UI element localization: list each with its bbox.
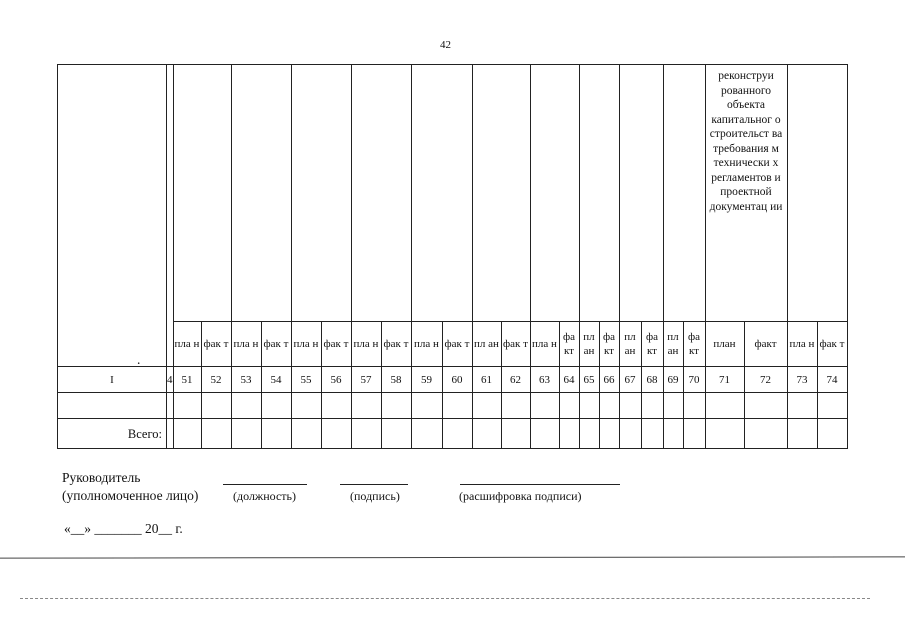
total-cell[interactable] [787,419,817,449]
empty-cell[interactable] [787,393,817,419]
pf-label: фак т [321,322,351,367]
column-number: 59 [411,367,442,393]
pf-label: пла н [231,322,261,367]
header-group-cell [530,65,579,322]
bottom-dashed-rule [20,598,870,599]
signature-line[interactable] [340,484,408,485]
column-number: 72 [744,367,787,393]
column-number: 61 [472,367,501,393]
header-group-cell [173,65,231,322]
pf-label: фа кт [641,322,663,367]
total-cell[interactable] [231,419,261,449]
header-group-cell [291,65,351,322]
empty-cell[interactable] [599,393,619,419]
total-cell[interactable] [705,419,744,449]
empty-cell[interactable] [351,393,381,419]
total-cell[interactable] [201,419,231,449]
pf-label: фа кт [559,322,579,367]
header-group-cell [787,65,847,322]
total-cell[interactable] [663,419,683,449]
empty-cell[interactable] [641,393,663,419]
total-cell[interactable] [501,419,530,449]
column-number: 54 [261,367,291,393]
header-group-cell [619,65,663,322]
column-number: 55 [291,367,321,393]
total-cell[interactable] [442,419,472,449]
header-group-cell [579,65,619,322]
empty-cell[interactable] [619,393,641,419]
header-group-cell [663,65,705,322]
header-group-cell [411,65,472,322]
column-number: 65 [579,367,599,393]
pf-label: фак т [201,322,231,367]
total-cell[interactable] [619,419,641,449]
pf-label: пла н [411,322,442,367]
empty-cell[interactable] [321,393,351,419]
empty-cell[interactable] [231,393,261,419]
pf-label: пл ан [579,322,599,367]
total-row [58,419,848,449]
page-number: 42 [440,39,451,51]
column-number: 60 [442,367,472,393]
header-group-cell [231,65,291,322]
total-cell[interactable] [530,419,559,449]
total-cell[interactable] [381,419,411,449]
column-number: 56 [321,367,351,393]
empty-cell[interactable] [530,393,559,419]
head-title: Руководитель [62,470,141,485]
empty-cell[interactable] [817,393,847,419]
empty-cell[interactable] [381,393,411,419]
pf-label: фак т [442,322,472,367]
total-cell[interactable] [291,419,321,449]
empty-cell[interactable] [58,393,167,419]
empty-cell[interactable] [744,393,787,419]
pf-label: фак т [501,322,530,367]
column-number: 67 [619,367,641,393]
column-number: 71 [705,367,744,393]
total-label: Всего: [58,419,167,449]
plan-fact-row [58,322,848,367]
total-cell[interactable] [817,419,847,449]
pf-label: фа кт [599,322,619,367]
total-cell[interactable] [744,419,787,449]
header-cell-1 [58,65,167,367]
column-number: 70 [683,367,705,393]
position-line[interactable] [223,484,307,485]
column-number: 58 [381,367,411,393]
decode-label: (расшифровка подписи) [459,489,582,503]
empty-row [58,393,848,419]
decode-line[interactable] [460,484,620,485]
empty-cell[interactable] [472,393,501,419]
pf-label: факт [744,322,787,367]
pf-label: пла н [351,322,381,367]
column-number: 57 [351,367,381,393]
date-line: «__» _______ 20__ г. [64,521,183,536]
empty-cell[interactable] [291,393,321,419]
header-row [58,65,848,322]
total-cell[interactable] [351,419,381,449]
empty-cell[interactable] [683,393,705,419]
pf-label: пл ан [619,322,641,367]
column-number: 68 [641,367,663,393]
column-number: 52 [201,367,231,393]
total-cell[interactable] [579,419,599,449]
pf-label: пла н [530,322,559,367]
empty-cell[interactable] [705,393,744,419]
bottom-rule [0,556,905,558]
empty-cell[interactable] [559,393,579,419]
column-number: I [58,367,167,393]
total-cell[interactable] [472,419,501,449]
pf-label: пл ан [663,322,683,367]
header-group-cell [351,65,411,322]
head-subtitle: (уполномоченное лицо) [62,488,199,503]
column-number: 73 [787,367,817,393]
column-number-row [58,367,848,393]
pf-label: пл ан [472,322,501,367]
empty-cell[interactable] [201,393,231,419]
column-number: 62 [501,367,530,393]
pf-label: пла н [173,322,201,367]
signature-label: (подпись) [350,489,400,503]
empty-cell[interactable] [173,393,201,419]
total-cell[interactable] [599,419,619,449]
pf-label: фа кт [683,322,705,367]
position-label: (должность) [233,489,296,503]
column-number: 4 [167,367,174,393]
empty-cell[interactable] [579,393,599,419]
pf-label: пла н [291,322,321,367]
empty-cell[interactable] [261,393,291,419]
pf-label: план [705,322,744,367]
header-dot: . [137,352,141,367]
total-cell[interactable] [641,419,663,449]
header-reconstruction-cell: реконструи рованного объекта капитальног о строительст ва требования м технически х регламентов и проектной документац ии [705,65,787,322]
column-number: 51 [173,367,201,393]
empty-cell[interactable] [442,393,472,419]
column-number: 66 [599,367,619,393]
header-group-cell [472,65,530,322]
column-number: 69 [663,367,683,393]
pf-label: пла н [787,322,817,367]
column-number: 64 [559,367,579,393]
column-number: 63 [530,367,559,393]
total-cell[interactable] [261,419,291,449]
total-cell[interactable] [321,419,351,449]
column-number: 53 [231,367,261,393]
empty-cell[interactable] [663,393,683,419]
column-number: 74 [817,367,847,393]
empty-cell[interactable] [501,393,530,419]
total-cell[interactable] [173,419,201,449]
report-table [57,64,848,449]
pf-label: фак т [261,322,291,367]
pf-label: фак т [817,322,847,367]
total-cell[interactable] [559,419,579,449]
total-cell[interactable] [411,419,442,449]
empty-cell[interactable] [411,393,442,419]
pf-label: фак т [381,322,411,367]
total-cell[interactable] [683,419,705,449]
